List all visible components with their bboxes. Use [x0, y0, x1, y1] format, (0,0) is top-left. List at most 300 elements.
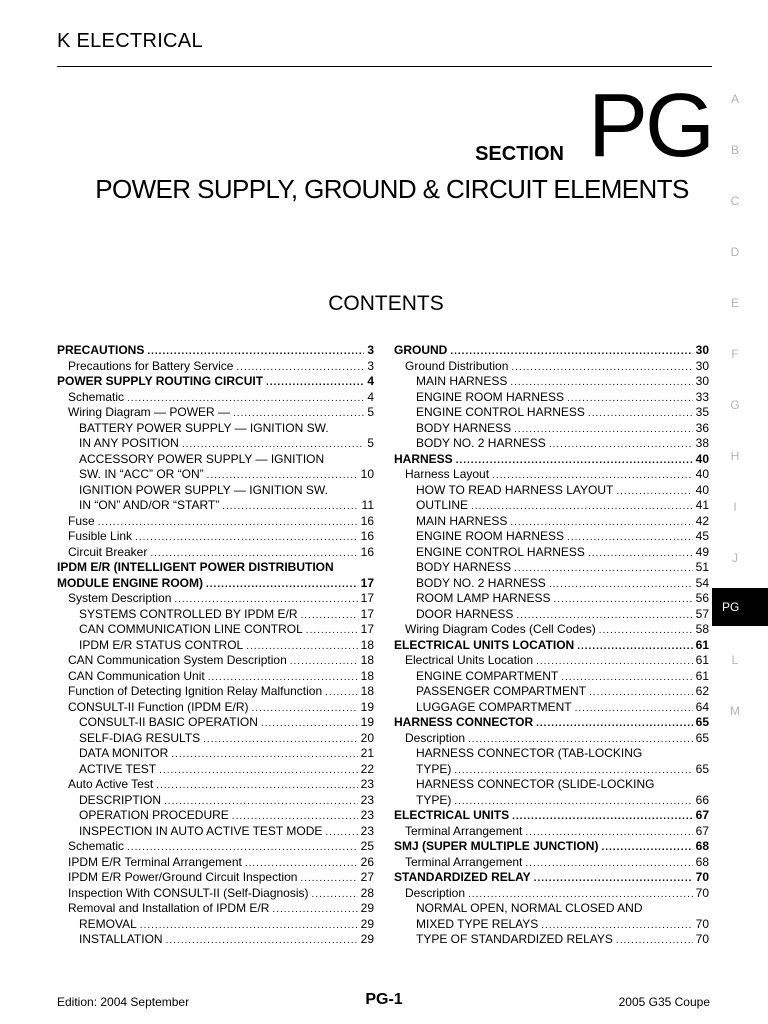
toc-entry[interactable] [57, 498, 374, 514]
section-label: SECTION [475, 143, 564, 165]
toc-entry[interactable] [394, 870, 709, 886]
toc-entry-title: LUGGAGE COMPARTMENT [416, 699, 572, 714]
toc-dot-leader [147, 344, 364, 360]
toc-entry[interactable] [57, 374, 374, 390]
toc-dot-leader [454, 763, 692, 779]
toc-entry-page: 19 [360, 699, 374, 714]
toc-entry[interactable] [394, 762, 709, 778]
toc-entry-title: DOOR HARNESS [416, 606, 514, 621]
toc-dot-leader [588, 546, 693, 562]
toc-entry-title: BODY NO. 2 HARNESS [416, 436, 546, 450]
toc-entry[interactable] [57, 529, 374, 545]
toc-dot-leader [232, 809, 358, 825]
toc-dot-leader [206, 577, 358, 593]
toc-dot-leader [599, 623, 693, 639]
toc-entry[interactable] [394, 529, 709, 545]
footer-edition: Edition: 2004 September [57, 995, 190, 1009]
toc-entry[interactable] [57, 886, 374, 902]
toc-dot-leader [98, 515, 358, 531]
toc-dot-leader [525, 825, 692, 841]
toc-dot-leader [135, 530, 358, 546]
toc-entry[interactable] [57, 731, 374, 747]
toc-entry-page: 23 [360, 808, 374, 822]
toc-entry[interactable] [394, 591, 709, 607]
toc-entry-title: MAIN HARNESS [416, 374, 508, 388]
toc-entry-page: 17 [360, 622, 374, 636]
toc-entry[interactable] [57, 777, 374, 793]
section-tab[interactable]: C [730, 194, 740, 208]
toc-entry[interactable] [394, 421, 709, 437]
toc-entry[interactable] [394, 560, 709, 576]
toc-entry-page: 23 [360, 777, 374, 791]
toc-entry[interactable] [394, 669, 709, 685]
toc-dot-leader [140, 918, 358, 934]
toc-entry-page: 28 [360, 885, 374, 900]
section-tab-active[interactable]: PG [712, 588, 768, 626]
toc-entry[interactable] [57, 452, 374, 468]
toc-entry-page: 11 [361, 498, 374, 512]
toc-entry-title: Terminal Arrangement [405, 854, 523, 869]
toc-entry-page: 5 [367, 405, 374, 419]
toc-entry-title: Description [405, 730, 466, 745]
toc-entry[interactable] [57, 607, 374, 623]
toc-dot-leader [261, 716, 358, 732]
toc-dot-leader [450, 344, 692, 360]
toc-entry-title: MODULE ENGINE ROOM) [57, 575, 203, 590]
toc-entry-page: 61 [695, 668, 709, 683]
toc-dot-leader [127, 840, 358, 856]
toc-entry-page: 65 [695, 761, 709, 776]
toc-dot-leader [577, 639, 692, 655]
toc-column-right [394, 343, 709, 948]
toc-entry[interactable] [394, 731, 709, 747]
toc-entry[interactable] [57, 591, 374, 607]
toc-entry-title: ENGINE COMPARTMENT [416, 668, 559, 683]
toc-entry-page: 16 [360, 529, 374, 543]
toc-entry[interactable] [57, 560, 374, 576]
toc-entry-title: ENGINE CONTROL HARNESS [416, 544, 585, 559]
toc-entry-page: 29 [360, 932, 374, 946]
toc-entry[interactable] [394, 700, 709, 716]
toc-entry[interactable] [394, 436, 709, 452]
contents-heading: CONTENTS [328, 292, 444, 315]
toc-dot-leader [471, 499, 693, 515]
toc-entry[interactable] [57, 576, 374, 592]
toc-entry-page: 30 [695, 358, 709, 373]
toc-entry-page: 51 [695, 560, 709, 574]
toc-dot-leader [207, 468, 358, 484]
section-tab[interactable]: D [730, 245, 740, 259]
toc-entry-page: 10 [360, 467, 374, 481]
toc-entry[interactable] [57, 855, 374, 871]
toc-entry-title: STANDARDIZED RELAY [394, 870, 531, 884]
toc-entry-title: ROOM LAMP HARNESS [416, 591, 551, 605]
toc-entry-page: 19 [360, 715, 374, 729]
toc-dot-leader [290, 654, 358, 670]
toc-entry-title: Precautions for Battery Service [68, 358, 234, 373]
toc-dot-leader [300, 871, 357, 887]
toc-entry[interactable] [57, 545, 374, 561]
toc-entry-page: 27 [360, 870, 374, 884]
toc-entry[interactable] [57, 808, 374, 824]
toc-entry[interactable] [394, 405, 709, 421]
toc-dot-leader [575, 701, 693, 717]
toc-dot-leader [325, 825, 357, 841]
toc-entry-title: IPDM E/R Terminal Arrangement [68, 854, 242, 869]
toc-entry-title: IN ANY POSITION [79, 436, 179, 450]
toc-entry[interactable] [57, 653, 374, 669]
toc-entry-page: 22 [360, 761, 374, 776]
toc-entry-page: 30 [695, 374, 709, 388]
toc-entry-page: 18 [360, 637, 374, 652]
toc-entry-page: 70 [695, 870, 709, 884]
toc-entry-page: 49 [695, 544, 709, 559]
footer-model: 2005 G35 Coupe [618, 995, 710, 1009]
toc-entry[interactable] [394, 343, 709, 359]
section-tab[interactable]: B [730, 143, 739, 157]
toc-entry-page: 18 [360, 684, 374, 698]
toc-entry-page: 45 [695, 529, 709, 543]
toc-entry-page: 36 [695, 420, 709, 435]
header-divider [57, 66, 712, 67]
toc-dot-leader [549, 577, 693, 593]
toc-entry-title: IPDM E/R (INTELLIGENT POWER DISTRIBUTION [57, 560, 334, 574]
toc-entry[interactable] [394, 622, 709, 638]
toc-dot-leader [301, 608, 358, 624]
toc-dot-leader [454, 794, 692, 810]
section-tab[interactable]: H [730, 449, 740, 463]
toc-entry[interactable] [394, 452, 709, 468]
toc-entry-title: PASSENGER COMPARTMENT [416, 684, 587, 698]
toc-entry[interactable] [57, 638, 374, 654]
toc-dot-leader [251, 701, 357, 717]
toc-entry[interactable] [57, 421, 374, 437]
toc-entry-title: SW. IN “ACC” OR “ON” [79, 467, 204, 481]
toc-dot-leader [127, 391, 364, 407]
toc-dot-leader [616, 484, 692, 500]
toc-entry-page: 18 [360, 653, 374, 667]
toc-dot-leader [233, 406, 364, 422]
toc-entry-title: Wiring Diagram Codes (Cell Codes) [405, 622, 596, 636]
toc-entry-title: Fuse [68, 513, 95, 528]
section-code: PG [587, 76, 712, 176]
toc-entry[interactable] [57, 483, 374, 499]
toc-entry[interactable] [394, 359, 709, 375]
toc-entry[interactable] [394, 638, 709, 654]
toc-entry[interactable] [394, 653, 709, 669]
toc-entry-title: ELECTRICAL UNITS [394, 808, 510, 822]
toc-entry[interactable] [57, 870, 374, 886]
toc-entry-page: 23 [360, 823, 374, 838]
toc-entry-title: Terminal Arrangement [405, 823, 523, 838]
toc-entry-page: 67 [695, 823, 709, 838]
toc-entry[interactable] [394, 917, 709, 933]
toc-dot-leader [514, 422, 693, 438]
toc-entry[interactable] [57, 932, 374, 948]
section-tab[interactable]: L [731, 653, 739, 667]
toc-entry-page: 57 [695, 606, 709, 621]
toc-dot-leader [541, 918, 692, 934]
toc-entry[interactable] [57, 839, 374, 855]
toc-entry-title: Inspection With CONSULT-II (Self-Diagnosis) [68, 885, 309, 900]
toc-entry[interactable] [394, 607, 709, 623]
section-tab[interactable]: M [730, 704, 740, 718]
toc-entry-title: BATTERY POWER SUPPLY — IGNITION SW. [79, 420, 329, 435]
toc-entry-title: Fusible Link [68, 529, 133, 543]
toc-entry-page: 21 [360, 746, 374, 760]
toc-entry[interactable] [394, 777, 709, 793]
toc-entry[interactable] [57, 762, 374, 778]
toc-entry-title: PRECAUTIONS [57, 343, 145, 357]
toc-entry-title: CONSULT-II Function (IPDM E/R) [68, 699, 249, 714]
toc-entry-title: BODY NO. 2 HARNESS [416, 575, 546, 590]
toc-entry-page: 18 [360, 668, 374, 683]
toc-entry[interactable] [394, 545, 709, 561]
toc-entry-page: 16 [360, 544, 374, 559]
toc-entry-page: 29 [360, 916, 374, 931]
toc-entry[interactable] [57, 746, 374, 762]
toc-entry[interactable] [57, 514, 374, 530]
toc-dot-leader [536, 716, 693, 732]
toc-entry-title: Function of Detecting Ignition Relay Malfunction [68, 684, 323, 698]
toc-dot-leader [589, 685, 693, 701]
toc-entry-title: TYPE OF STANDARDIZED RELAYS [416, 932, 613, 946]
toc-entry[interactable] [394, 576, 709, 592]
toc-entry-title: ENGINE ROOM HARNESS [416, 389, 565, 404]
toc-entry[interactable] [394, 839, 709, 855]
toc-entry-page: 38 [695, 436, 709, 450]
toc-dot-leader [534, 871, 693, 887]
toc-dot-leader [525, 856, 692, 872]
toc-entry-page: 56 [695, 591, 709, 605]
toc-entry-title: GROUND [394, 343, 448, 357]
section-heading [0, 76, 712, 176]
toc-entry-page: 4 [367, 374, 374, 388]
toc-entry-title: Description [405, 885, 466, 900]
section-tab[interactable]: E [730, 296, 739, 310]
section-index-tabs [712, 0, 768, 1024]
toc-entry-title: HOW TO READ HARNESS LAYOUT [416, 482, 614, 497]
toc-entry-title: CONSULT-II BASIC OPERATION [79, 715, 258, 729]
toc-dot-leader [182, 437, 365, 453]
toc-entry-title: Electrical Units Location [405, 653, 534, 667]
toc-entry-page: 67 [695, 808, 709, 822]
toc-entry[interactable] [394, 483, 709, 499]
toc-entry-page: 61 [695, 637, 709, 652]
toc-entry[interactable] [57, 622, 374, 638]
toc-entry-page: 17 [360, 591, 374, 605]
toc-entry[interactable] [57, 436, 374, 452]
toc-entry-page: 40 [695, 451, 709, 466]
toc-entry-title: MIXED TYPE RELAYS [416, 916, 539, 931]
toc-dot-leader [156, 778, 357, 794]
toc-dot-leader [312, 887, 358, 903]
toc-entry[interactable] [57, 715, 374, 731]
toc-entry[interactable] [394, 514, 709, 530]
toc-entry-title: OUTLINE [416, 498, 469, 512]
toc-entry-page: 66 [695, 792, 709, 807]
toc-entry-title: REMOVAL [79, 916, 137, 931]
toc-entry-page: 42 [695, 513, 709, 528]
toc-entry-page: 23 [360, 792, 374, 807]
toc-dot-leader [516, 608, 692, 624]
toc-dot-leader [164, 794, 358, 810]
toc-entry-title: ACCESSORY POWER SUPPLY — IGNITION [79, 451, 325, 466]
toc-dot-leader [492, 468, 693, 484]
toc-entry-title: IPDM E/R STATUS CONTROL [79, 637, 244, 652]
toc-entry-title: Auto Active Test [68, 777, 154, 791]
toc-dot-leader [616, 933, 693, 949]
toc-entry[interactable] [57, 917, 374, 933]
toc-entry-page: 20 [360, 730, 374, 745]
toc-dot-leader [510, 515, 692, 531]
toc-entry[interactable] [394, 901, 709, 917]
toc-dot-leader [561, 670, 692, 686]
section-tab[interactable]: F [731, 347, 739, 361]
toc-entry-page: 30 [695, 343, 709, 357]
toc-entry[interactable] [57, 901, 374, 917]
toc-dot-leader [536, 654, 693, 670]
toc-entry-page: 40 [695, 467, 709, 481]
toc-dot-leader [567, 391, 693, 407]
toc-dot-leader [159, 763, 358, 779]
toc-entry-page: 3 [367, 343, 374, 357]
toc-entry-page: 54 [695, 575, 709, 590]
toc-entry-title: NORMAL OPEN, NORMAL CLOSED AND [416, 901, 643, 915]
toc-entry-page: 40 [695, 482, 709, 497]
toc-entry[interactable] [394, 684, 709, 700]
toc-entry-title: Schematic [68, 389, 125, 404]
toc-dot-leader [150, 546, 357, 562]
toc-entry-page: 41 [695, 498, 709, 512]
toc-entry-title: IPDM E/R Power/Ground Circuit Inspection [68, 870, 298, 884]
toc-entry[interactable] [57, 405, 374, 421]
toc-entry[interactable] [57, 700, 374, 716]
toc-dot-leader [512, 809, 693, 825]
toc-entry-title: Removal and Installation of IPDM E/R [68, 901, 270, 915]
toc-dot-leader [246, 639, 357, 655]
section-tab[interactable]: G [730, 398, 740, 412]
toc-entry-page: 68 [695, 854, 709, 869]
section-tab[interactable]: I [733, 500, 737, 514]
toc-entry[interactable] [57, 669, 374, 685]
toc-entry-page: 65 [695, 730, 709, 745]
toc-entry-title: System Description [68, 591, 172, 605]
toc-entry-title: BODY HARNESS [416, 560, 512, 574]
toc-entry[interactable] [394, 498, 709, 514]
toc-dot-leader [567, 530, 693, 546]
toc-entry-title: HARNESS CONNECTOR [394, 715, 534, 729]
toc-entry-title: SYSTEMS CONTROLLED BY IPDM E/R [79, 606, 298, 621]
toc-entry-title: ACTIVE TEST [79, 761, 157, 776]
toc-entry-page: 70 [695, 885, 709, 900]
toc-entry[interactable] [394, 886, 709, 902]
toc-dot-leader [174, 592, 357, 608]
toc-entry-title: IGNITION POWER SUPPLY — IGNITION SW. [79, 482, 328, 497]
toc-entry-title: Wiring Diagram — POWER — [68, 405, 231, 419]
toc-entry-title: HARNESS CONNECTOR (SLIDE-LOCKING [416, 777, 655, 791]
toc-entry[interactable] [394, 932, 709, 948]
toc-dot-leader [222, 499, 358, 515]
toc-entry-page: 33 [695, 389, 709, 404]
toc-entry-page: 61 [695, 653, 709, 667]
toc-dot-leader [553, 592, 692, 608]
toc-entry-page: 64 [695, 699, 709, 714]
toc-entry-title: HARNESS CONNECTOR (TAB-LOCKING [416, 746, 643, 760]
toc-entry-title: Circuit Breaker [68, 544, 148, 559]
toc-dot-leader [166, 933, 358, 949]
toc-entry-page: 26 [360, 854, 374, 869]
toc-dot-leader [171, 747, 357, 763]
toc-dot-leader [456, 453, 693, 469]
section-tab[interactable]: J [732, 551, 738, 565]
toc-entry-page: 70 [695, 932, 709, 946]
toc-entry[interactable] [57, 467, 374, 483]
toc-entry[interactable] [57, 793, 374, 809]
toc-entry[interactable] [394, 808, 709, 824]
section-tab[interactable]: A [730, 92, 739, 106]
toc-entry-title: TYPE) [416, 792, 452, 807]
toc-entry[interactable] [57, 359, 374, 375]
toc-dot-leader [468, 732, 693, 748]
toc-entry-title: TYPE) [416, 761, 452, 776]
toc-entry-page: 70 [695, 916, 709, 931]
toc-dot-leader [306, 623, 358, 639]
toc-entry[interactable] [394, 715, 709, 731]
toc-entry[interactable] [57, 390, 374, 406]
toc-entry-title: CAN Communication Unit [68, 668, 205, 683]
toc-entry[interactable] [57, 684, 374, 700]
toc-entry-title: SELF-DIAG RESULTS [79, 730, 201, 745]
toc-entry-title: OPERATION PROCEDURE [79, 808, 229, 822]
toc-dot-leader [208, 670, 358, 686]
toc-dot-leader [601, 840, 692, 856]
toc-entry[interactable] [394, 793, 709, 809]
toc-entry[interactable] [394, 855, 709, 871]
toc-entry[interactable] [394, 824, 709, 840]
toc-entry[interactable] [394, 390, 709, 406]
toc-entry[interactable] [57, 824, 374, 840]
toc-entry-page: 5 [367, 436, 374, 450]
toc-entry[interactable] [394, 746, 709, 762]
toc-entry-page: 3 [367, 358, 374, 373]
toc-entry-title: ENGINE CONTROL HARNESS [416, 405, 585, 419]
toc-dot-leader [236, 360, 364, 376]
toc-entry-title: Schematic [68, 839, 125, 853]
toc-dot-leader [266, 375, 364, 391]
toc-entry[interactable] [394, 467, 709, 483]
toc-entry-title: CAN COMMUNICATION LINE CONTROL [79, 622, 303, 636]
toc-entry-page: 17 [360, 606, 374, 621]
document-title: POWER SUPPLY, GROUND & CIRCUIT ELEMENTS [95, 174, 689, 204]
toc-dot-leader [588, 406, 693, 422]
toc-entry[interactable] [394, 374, 709, 390]
toc-entry-title: IN “ON” AND/OR “START” [79, 498, 220, 512]
toc-entry-title: INSPECTION IN AUTO ACTIVE TEST MODE [79, 823, 323, 838]
toc-dot-leader [245, 856, 358, 872]
toc-entry-title: CAN Communication System Description [68, 653, 287, 667]
toc-entry-page: 65 [695, 715, 709, 729]
toc-entry-title: SMJ (SUPER MULTIPLE JUNCTION) [394, 839, 599, 853]
toc-entry-page: 25 [360, 839, 374, 853]
toc-dot-leader [203, 732, 358, 748]
toc-entry-page: 16 [360, 513, 374, 528]
toc-entry-title: DATA MONITOR [79, 746, 169, 760]
toc-entry-title: HARNESS [394, 451, 453, 466]
toc-entry-page: 35 [695, 405, 709, 419]
toc-entry[interactable] [57, 343, 374, 359]
toc-entry-title: MAIN HARNESS [416, 513, 508, 528]
